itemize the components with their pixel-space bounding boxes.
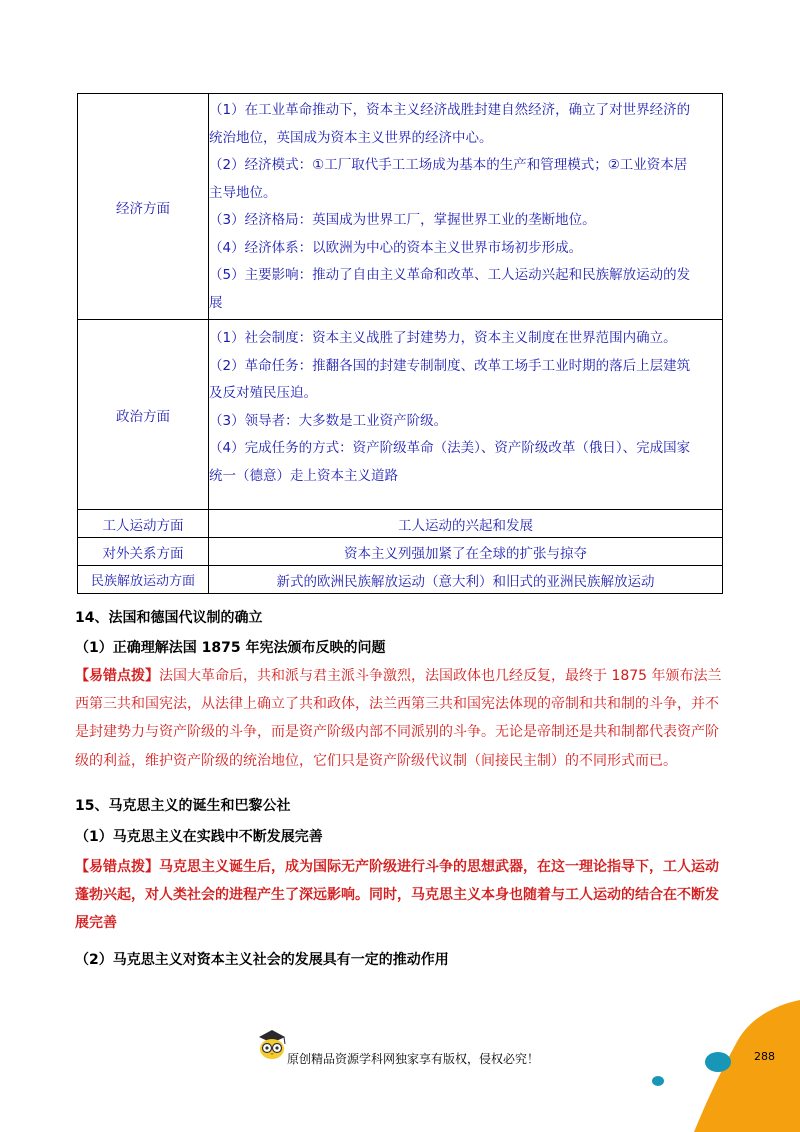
content-line: （2）革命任务：推翻各国的封建专制制度、改革工场手工业时期的落后上层建筑 bbox=[209, 357, 691, 374]
row-content-foreign: 资本主义列强加紧了在全球的扩张与掠夺 bbox=[209, 538, 723, 566]
teal-dot-small bbox=[652, 1076, 664, 1086]
section-15-title: 15、马克思主义的诞生和巴黎公社 bbox=[75, 798, 291, 814]
owl-mascot-icon bbox=[259, 1030, 285, 1059]
row-label-liberation: 民族解放运动方面 bbox=[78, 566, 209, 594]
row-content-workers: 工人运动的兴起和发展 bbox=[209, 510, 723, 538]
copyright-notice: 原创精品资源学科网独家享有版权，侵权必究！ bbox=[287, 1052, 540, 1066]
row-label-foreign: 对外关系方面 bbox=[78, 538, 209, 566]
content-line: （1）社会制度：资本主义战胜了封建势力，资本主义制度在世界范围内确立。 bbox=[209, 330, 677, 346]
content-line: （3）领导者：大多数是工业资产阶级。 bbox=[209, 412, 448, 429]
row-label-economy: 经济方面 bbox=[78, 94, 209, 320]
content-line: （4）完成任务的方式：资产阶级革命（法美）、资产阶级改革（俄日）、完成国家 bbox=[209, 440, 691, 456]
section-14-title: 14、法国和德国代议制的确立 bbox=[75, 610, 263, 626]
row-content-liberation: 新式的欧洲民族解放运动（意大利）和旧式的亚洲民族解放运动 bbox=[209, 566, 723, 594]
teal-dot-large bbox=[705, 1052, 731, 1072]
content-line: 统治地位，英国成为资本主义世界的经济中心。 bbox=[209, 129, 493, 146]
tip-tag: 【易错点拨】 bbox=[75, 859, 159, 875]
note-text: 马克思主义诞生后，成为国际无产阶级进行斗争的思想武器，在这一理论指导下，工人运动蓬勃兴起，对人类社会的进程产生了深远影响。同时，马克思主义本身也随着与工人运动的结合在不断发展完善 bbox=[75, 859, 719, 932]
content-line: （4）经济体系：以欧洲为中心的资本主义世界市场初步形成。 bbox=[209, 239, 583, 256]
content-line: （5）主要影响：推动了自由主义革命和改革、工人运动兴起和民族解放运动的发 bbox=[209, 267, 691, 283]
content-line: （3）经济格局：英国成为世界工厂，掌握世界工业的垄断地位。 bbox=[209, 212, 596, 228]
content-line: 主导地位。 bbox=[209, 184, 277, 201]
section-15-subtitle-2: （2）马克思主义对资本主义社会的发展具有一定的推动作用 bbox=[75, 952, 449, 968]
page-number: 288 bbox=[754, 1050, 775, 1063]
note-text: 法国大革命后，共和派与君主派斗争激烈，法国政体也几经反复，最终于 1875 年颁布法兰西第三共和国宪法，从法律上确立了共和政体，法兰西第三共和国宪法体现的帝制和共和制的斗争，并不是封建势力与资产阶级的斗争，而是资产阶级内部不同派别的斗争。无论是帝制还是共和制都代表资产阶级的利益，维护资产阶级的统治地位，它们只是资产阶级代议制（间接民主制）的不同形式而已。 bbox=[75, 668, 722, 769]
tip-tag: 【易错点拨】 bbox=[75, 668, 159, 684]
content-line: （1）在工业革命推动下，资本主义经济战胜封建自然经济，确立了对世界经济的 bbox=[209, 102, 691, 118]
content-line: 及反对殖民压迫。 bbox=[209, 385, 317, 401]
section-15-subtitle: （1）马克思主义在实践中不断发展完善 bbox=[75, 829, 323, 845]
section-14-subtitle: （1）正确理解法国 1875 年宪法颁布反映的问题 bbox=[75, 640, 386, 656]
row-label-politics: 政治方面 bbox=[78, 320, 209, 510]
content-line: 统一（德意）走上资本主义道路 bbox=[209, 467, 398, 484]
row-label-workers: 工人运动方面 bbox=[78, 510, 209, 538]
content-line: 展 bbox=[209, 294, 223, 311]
content-line: （2）经济模式：①工厂取代手工工场成为基本的生产和管理模式；②工业资本居 bbox=[209, 157, 688, 173]
